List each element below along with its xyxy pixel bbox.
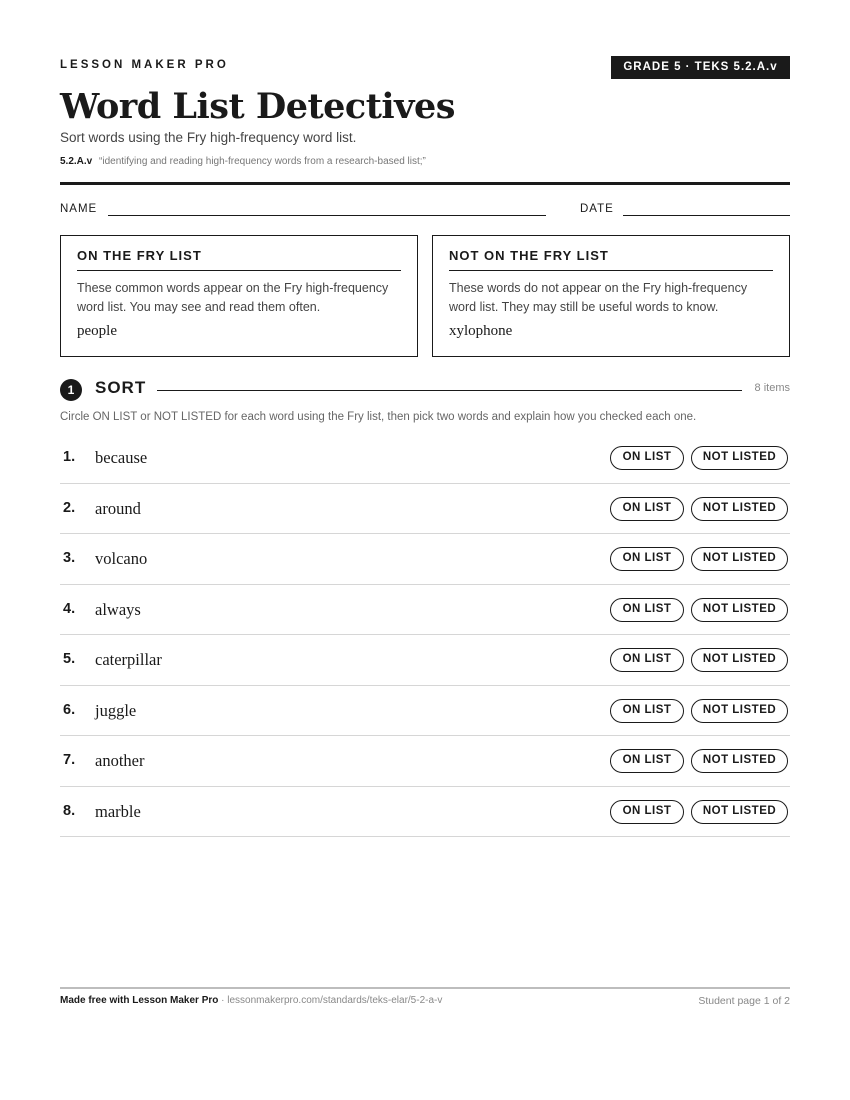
standard-text: “identifying and reading high-frequency words from a research-based list;” [99,156,426,167]
name-field[interactable] [108,215,546,216]
box-example-word: people [77,323,117,339]
box-title: ON THE FRY LIST [77,248,401,271]
item-number: 5. [63,651,76,667]
box-description: These common words appear on the Fry high-frequency word list. You may see and read them often. [77,281,389,314]
on-list-option[interactable]: ON LIST [610,547,684,571]
section-rule [157,390,742,391]
not-listed-option[interactable]: NOT LISTED [691,800,788,824]
item-word: always [95,599,141,619]
footer-divider [60,987,790,989]
page-title: Word List Detectives [60,86,455,127]
item-number: 6. [63,701,76,718]
item-word: caterpillar [95,650,162,669]
box-title: NOT ON THE FRY LIST [449,248,773,271]
not-listed-option[interactable]: NOT LISTED [691,497,788,521]
section-number-badge: 1 [60,379,82,401]
box-description: These words do not appear on the Fry high-frequency word list. They may still be useful words to know. [449,281,748,314]
list-item [60,433,790,484]
date-label: DATE [580,203,614,215]
word-list [60,433,790,837]
not-listed-option[interactable]: NOT LISTED [691,749,788,773]
on-list-option[interactable]: ON LIST [610,648,684,672]
box-example-word: xylophone [449,323,513,339]
on-list-box [60,235,418,357]
item-number: 4. [63,600,76,617]
item-word: juggle [95,700,137,720]
not-listed-option[interactable]: NOT LISTED [691,598,788,622]
item-word: around [95,498,141,518]
not-listed-option[interactable]: NOT LISTED [691,547,788,571]
footer-page-number: Student page 1 of 2 [698,995,790,1007]
on-list-option[interactable]: ON LIST [610,699,684,723]
item-number: 7. [63,752,76,768]
list-item [60,686,790,737]
not-listed-option[interactable]: NOT LISTED [691,699,788,723]
footer-made-with: Made free with Lesson Maker Pro [60,995,219,1006]
section-header [60,378,790,402]
item-number: 3. [63,550,76,566]
on-list-option[interactable]: ON LIST [610,598,684,622]
item-number: 8. [63,802,76,819]
header-row [60,56,790,80]
date-field[interactable] [623,215,790,216]
item-word: volcano [95,549,148,568]
list-item [60,635,790,686]
item-number: 1. [63,449,76,465]
list-item [60,585,790,636]
instructions: Circle ON LIST or NOT LISTED for each word using the Fry list, then pick two words and explain how you checked each one. [60,411,697,423]
footer-url[interactable]: · lessonmakerpro.com/standards/teks-elar/5-2-a-v [218,995,443,1006]
item-word: another [95,751,145,770]
item-number: 2. [63,499,76,516]
footer-credit [60,995,442,1006]
item-word: marble [95,801,141,821]
list-item [60,787,790,838]
header-divider [60,182,790,185]
name-date-row [60,203,790,219]
not-listed-option[interactable]: NOT LISTED [691,648,788,672]
standard-code: 5.2.A.v [60,156,93,167]
page-subtitle: Sort words using the Fry high-frequency word list. [60,130,357,145]
name-label: NAME [60,203,98,215]
section-title: SORT [95,378,147,397]
worksheet-page [60,0,790,1100]
list-item [60,534,790,585]
on-list-option[interactable]: ON LIST [610,749,684,773]
on-list-option[interactable]: ON LIST [610,800,684,824]
not-on-list-box [432,235,790,357]
brand-name: LESSON MAKER PRO [60,59,229,71]
item-word: because [95,448,148,467]
list-item [60,484,790,535]
on-list-option[interactable]: ON LIST [610,446,684,470]
item-count: 8 items [754,382,790,394]
list-item [60,736,790,787]
not-listed-option[interactable]: NOT LISTED [691,446,788,470]
on-list-option[interactable]: ON LIST [610,497,684,521]
standard-line [60,156,426,167]
grade-badge: GRADE 5 · TEKS 5.2.A.v [611,56,790,79]
